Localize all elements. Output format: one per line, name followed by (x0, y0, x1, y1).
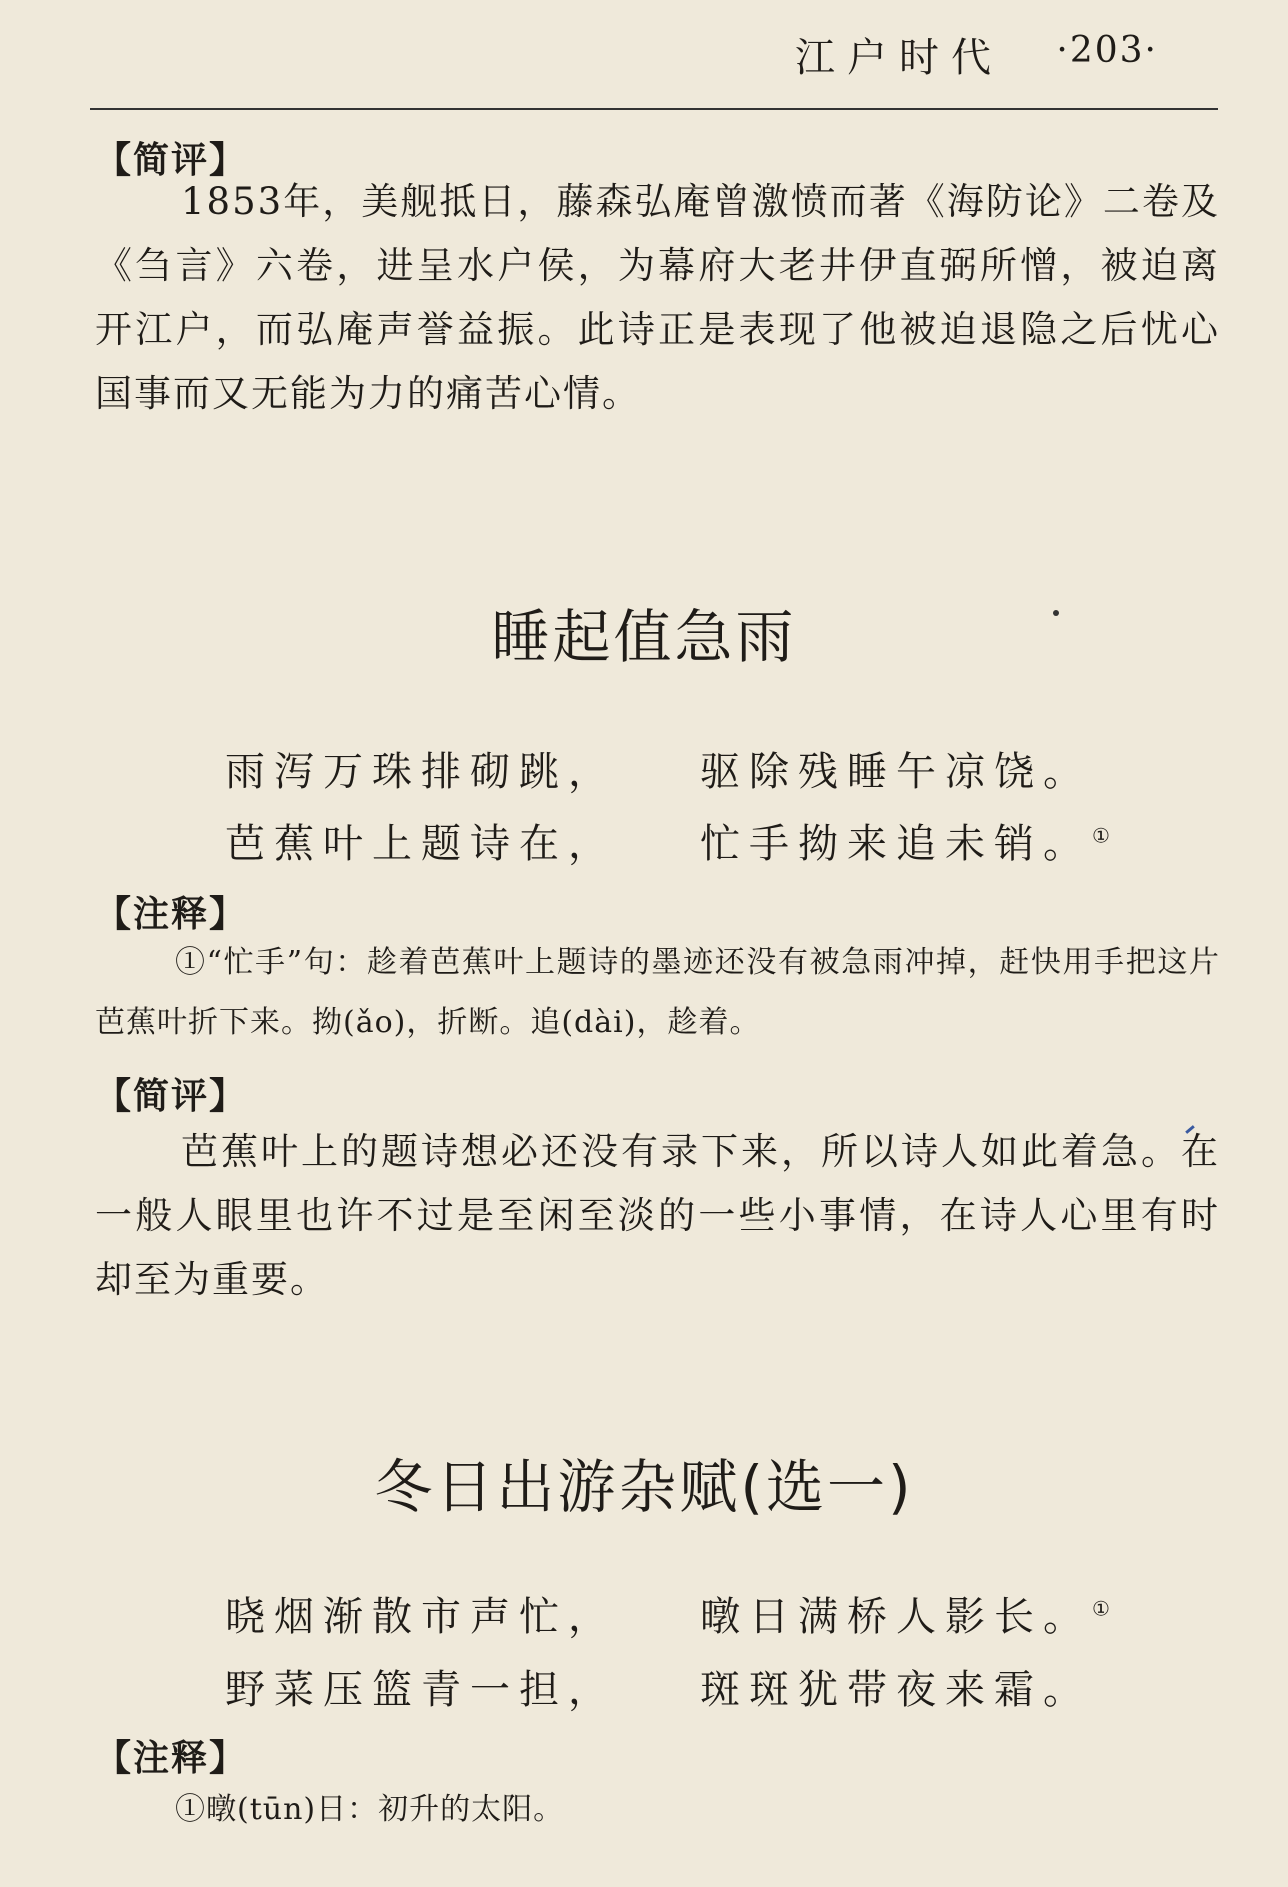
poem-line-text: 斑斑犹带夜来霜。 (700, 1667, 1092, 1713)
poem-line-right (700, 812, 1110, 869)
poem-line-text: 忙手拗来追未销。 (700, 821, 1092, 867)
poem-title: 冬日出游杂赋(选一) (374, 1453, 914, 1521)
note-text: ①“忙手”句：趁着芭蕉叶上题诗的墨迹还没有被急雨冲掉，赶快用手把这片芭蕉叶折下来。拗(ǎo)，折断。追(dài)，趁着。 (95, 945, 1220, 1040)
poem-line-left: 晓烟渐散市声忙， (225, 1594, 617, 1640)
notes-heading: 【注释】 (95, 1737, 248, 1779)
comment-heading: 【简评】 (95, 139, 248, 181)
poem-line-right (700, 1658, 1092, 1715)
note-mark: ① (1092, 1596, 1110, 1621)
comment-paragraph: 芭蕉叶上的题诗想必还没有录下来，所以诗人如此着急。在一般人眼里也许不过是至闲至淡的一些小事情，在诗人心里有时却至为重要。 (95, 1130, 1220, 1301)
ink-dot (1053, 610, 1059, 616)
poem-title: 睡起值急雨 (491, 603, 797, 671)
poem-line-text: 暾日满桥人影长。 (700, 1594, 1092, 1640)
note-mark: ① (1092, 823, 1110, 848)
comment-paragraph: 1853年，美舰抵日，藤森弘庵曾激愤而著《海防论》二卷及《刍言》六卷，进呈水户侯，为幕府大老井伊直弼所憎，被迫离开江户，而弘庵声誉益振。此诗正是表现了他被迫退隐之后忧心国事而又无能为力的痛苦心情。 (95, 180, 1220, 415)
poem-line-right (700, 1585, 1110, 1642)
page-number: ·203· (1056, 30, 1158, 71)
note-text: ①暾(tūn)日：初升的太阳。 (175, 1792, 565, 1827)
poem-line-left: 芭蕉叶上题诗在， (225, 821, 617, 867)
poem-line-left: 雨泻万珠排砌跳， (225, 749, 617, 795)
running-title: 江户时代 (795, 35, 1003, 81)
notes-heading: 【注释】 (95, 893, 248, 935)
comment-heading: 【简评】 (95, 1075, 248, 1117)
poem-line-left: 野菜压篮青一担， (225, 1667, 617, 1713)
page-header (90, 22, 1218, 110)
poem-line-text: 驱除残睡午凉饶。 (700, 749, 1092, 795)
poem-line-right (700, 740, 1092, 797)
